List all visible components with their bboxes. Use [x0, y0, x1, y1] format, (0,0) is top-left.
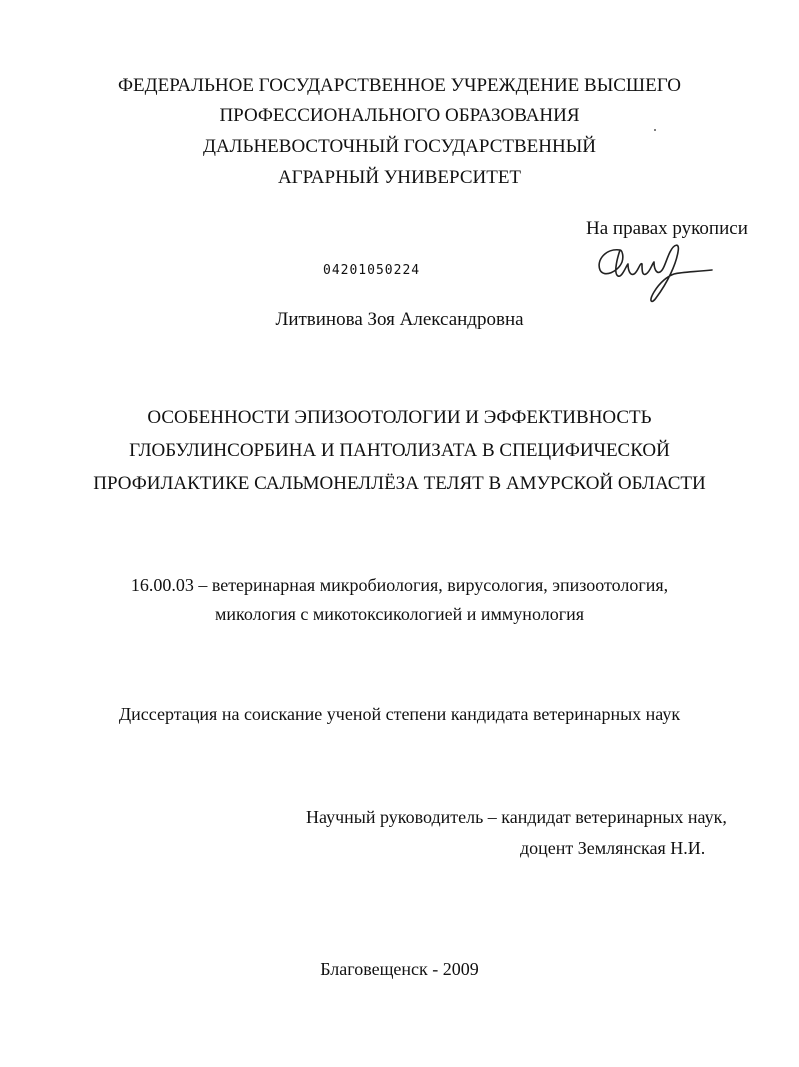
title-line-3: ПРОФИЛАКТИКЕ САЛЬМОНЕЛЛЁЗА ТЕЛЯТ В АМУРСКОЙ ОБЛАСТИ	[93, 473, 706, 494]
author-name: Литвинова Зоя Александровна	[275, 309, 524, 330]
supervisor-line-2: доцент Землянская Н.И.	[520, 838, 706, 858]
manuscript-note: На правах рукописи	[586, 218, 748, 239]
place-year: Благовещенск - 2009	[320, 959, 479, 979]
institution-line-1: ФЕДЕРАЛЬНОЕ ГОСУДАРСТВЕННОЕ УЧРЕЖДЕНИЕ ВЫСШЕГО	[118, 75, 681, 96]
signature	[592, 242, 714, 304]
degree-statement: Диссертация на соискание ученой степени кандидата ветеринарных наук	[118, 704, 681, 724]
title-line-1: ОСОБЕННОСТИ ЭПИЗООТОЛОГИИ И ЭФФЕКТИВНОСТЬ	[147, 407, 652, 428]
supervisor-line-1: Научный руководитель – кандидат ветеринарных наук,	[306, 807, 727, 827]
title-line-2: ГЛОБУЛИНСОРБИНА И ПАНТОЛИЗАТА В СПЕЦИФИЧЕСКОЙ	[129, 440, 670, 461]
signature-text: Лит	[622, 272, 624, 273]
specialty-line-1: 16.00.03 – ветеринарная микробиология, вирусология, эпизоотология,	[130, 575, 669, 595]
scan-speck	[654, 129, 656, 131]
specialty-line-2: микология с микотоксикологией и иммунология	[215, 604, 584, 624]
institution-line-2: ПРОФЕССИОНАЛЬНОГО ОБРАЗОВАНИЯ	[219, 105, 580, 126]
institution-line-4: АГРАРНЫЙ УНИВЕРСИТЕТ	[277, 167, 522, 188]
registration-number: 04201050224	[323, 263, 421, 278]
institution-line-3: ДАЛЬНЕВОСТОЧНЫЙ ГОСУДАРСТВЕННЫЙ	[202, 136, 596, 157]
